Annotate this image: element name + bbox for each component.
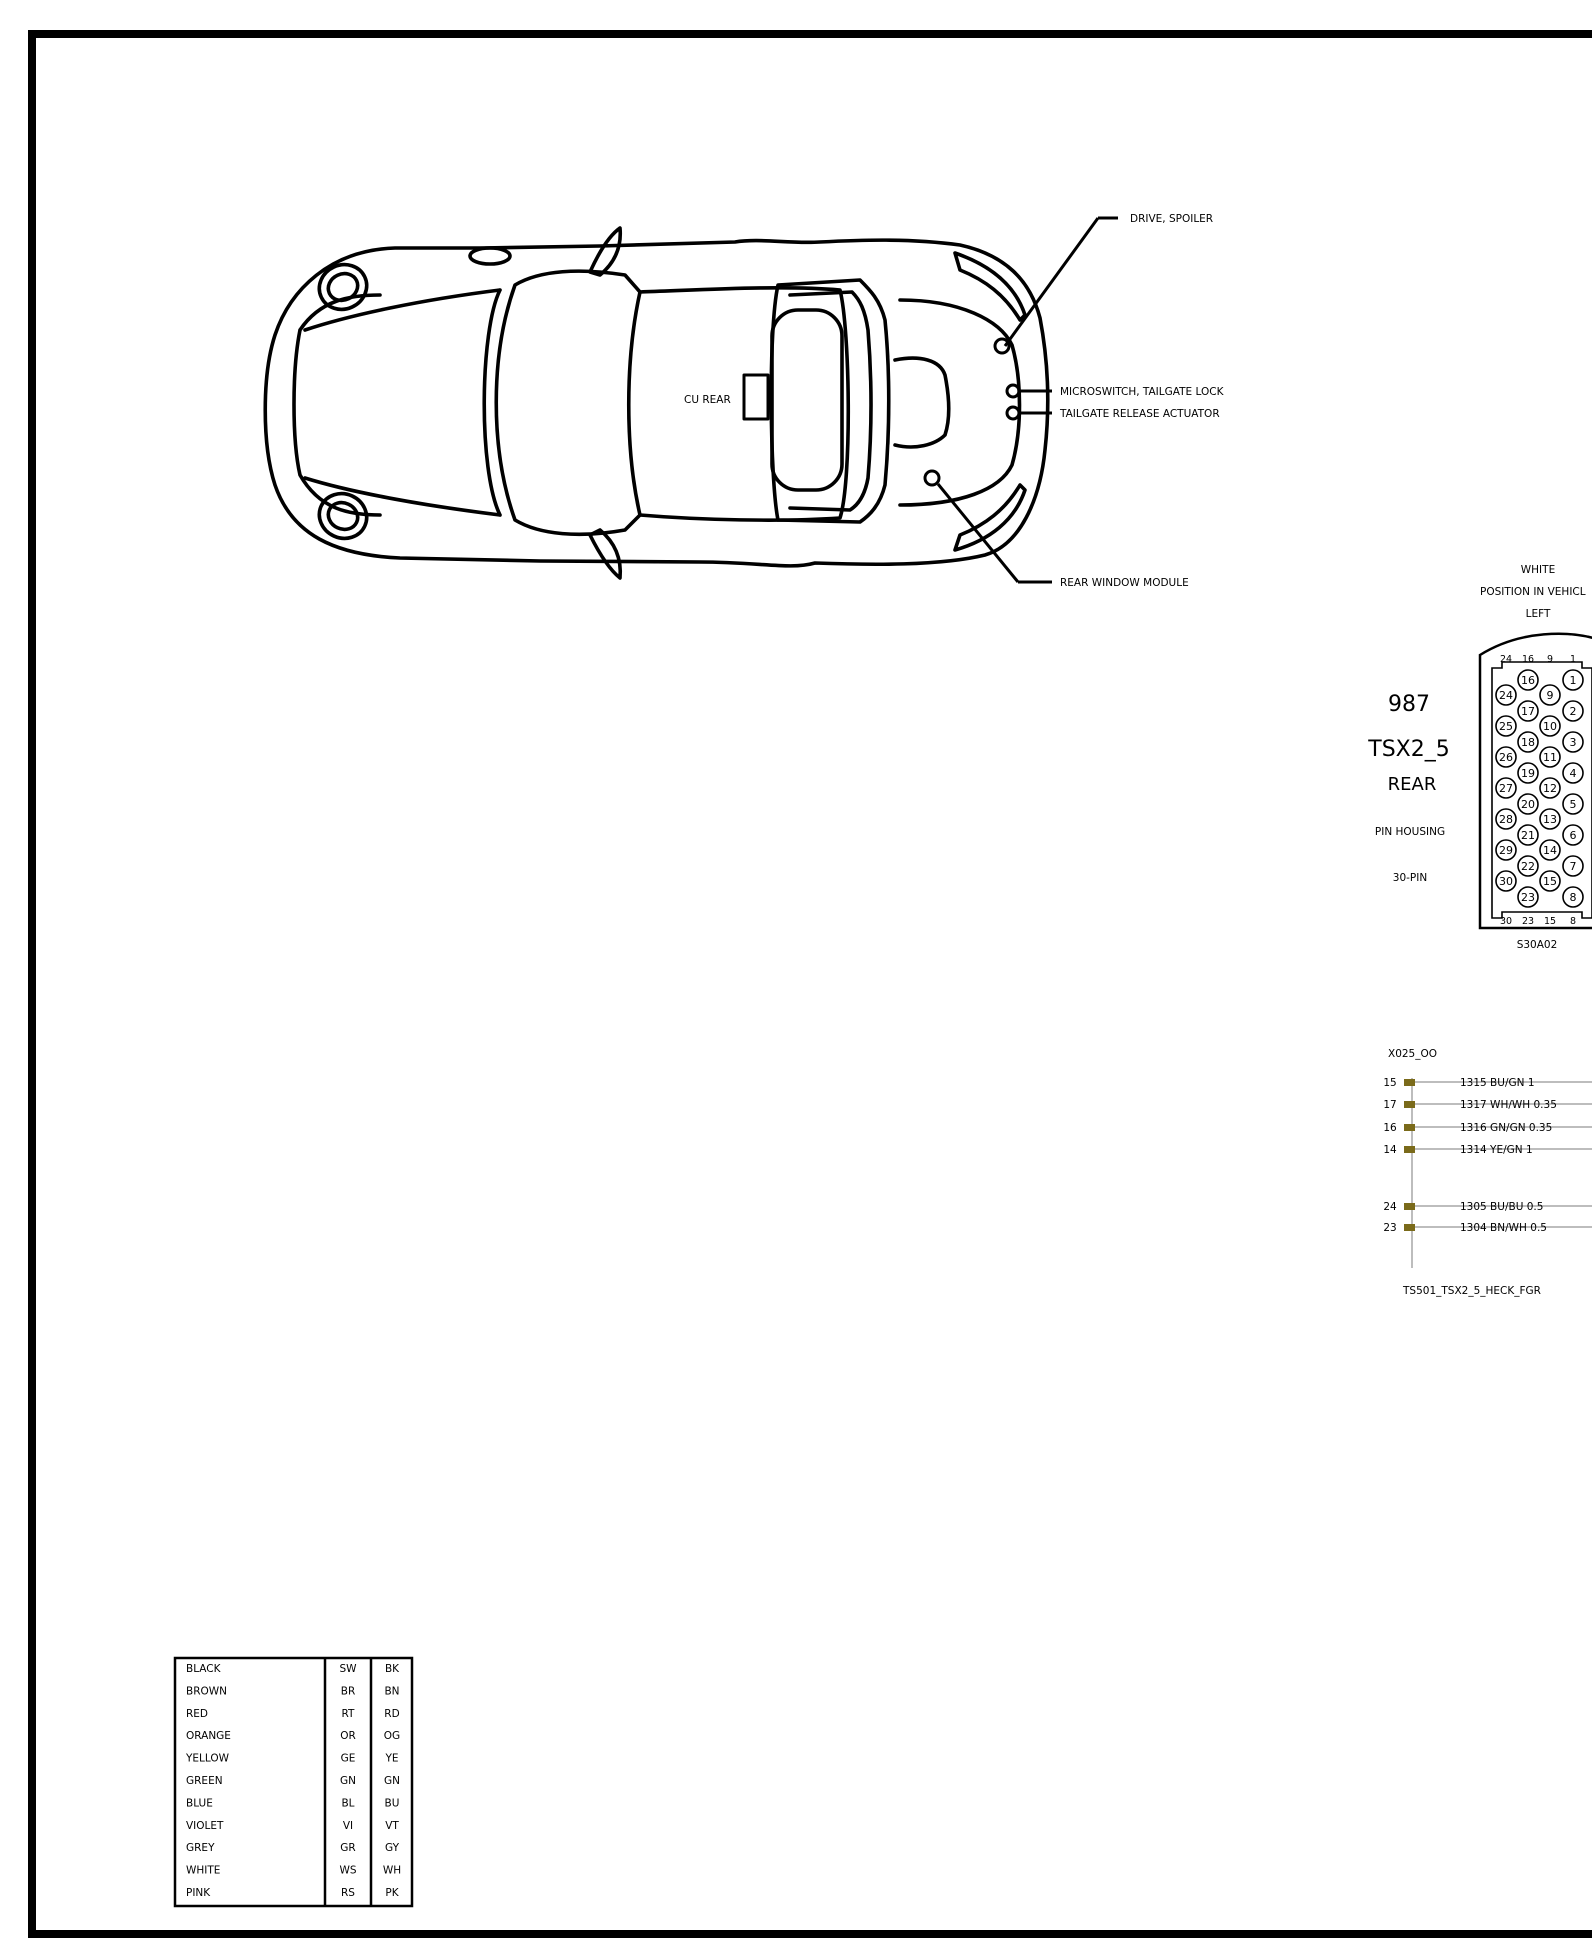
legend-german-code: GR [340,1842,356,1855]
mirror-left [590,228,620,275]
connector-pin-number: 2 [1569,705,1577,718]
wire-pin-terminal [1404,1224,1415,1231]
legend-rows [185,1663,401,1899]
connector-color: WHITE [1520,564,1556,576]
connector-pin-number: 14 [1543,844,1557,857]
connector-pin-number: 10 [1543,720,1557,733]
wire-pin-number: 15 [1383,1077,1397,1089]
legend-english-code: GY [384,1842,400,1855]
cu-rear-box [744,375,768,419]
legend-german-code: GE [340,1752,356,1765]
legend-color-name: BLUE [186,1797,213,1810]
wire-label: 1317 WH/WH 0.35 [1460,1099,1557,1111]
legend-english-code: OG [383,1730,401,1743]
connector-name: TSX2_5 [1368,737,1450,762]
connector-pin-number: 4 [1569,767,1577,780]
connector-pin-number: 11 [1543,751,1557,764]
label-cu-rear: CU REAR [684,394,731,406]
connector-pin-number: 3 [1569,736,1577,749]
pin-grid [1496,670,1583,907]
label-tailgate-actuator: TAILGATE RELEASE ACTUATOR [1060,408,1220,420]
rear-deck-inner [790,292,871,510]
connector-model: 987 [1388,692,1430,717]
legend-german-code: SW [339,1663,357,1675]
rear-window [772,310,842,490]
marker-drive-spoiler [995,339,1009,353]
headlight-left-inner [324,269,362,305]
label-rear-window-module: REAR WINDOW MODULE [1060,577,1189,589]
legend-english-code: PK [385,1887,399,1899]
connector-pin-number: 25 [1499,720,1513,733]
car-hood [305,290,500,515]
housing-bottom-number: 23 [1521,916,1535,927]
connector-pin-number: 13 [1543,813,1557,826]
mirror-right [590,530,620,578]
connector-pin-number: 16 [1521,674,1535,687]
wire-pin-number: 14 [1383,1144,1397,1156]
housing-bottom-number: 15 [1543,916,1557,927]
connector-pin-number: 26 [1499,751,1513,764]
connector-pin-number: 8 [1569,891,1577,904]
wire-pin-terminal [1404,1146,1415,1153]
wire-pin-terminal [1404,1101,1415,1108]
connector-housing [1480,634,1592,928]
harness [1383,1048,1592,1297]
label-drive-spoiler: DRIVE, SPOILER [1130,213,1214,225]
connector-pin-number: 1 [1569,674,1577,687]
legend-german-code: GN [340,1775,356,1787]
housing-top-number: 1 [1569,654,1577,665]
housing-top-number: 16 [1521,654,1535,665]
legend-color-name: GREY [186,1842,215,1855]
legend-german-code: OR [340,1730,356,1743]
wire-label: 1304 BN/WH 0.5 [1460,1222,1547,1234]
legend-german-code: VI [342,1819,354,1832]
legend-color-name: VIOLET [186,1819,224,1832]
connector-pin-number: 18 [1521,736,1535,749]
legend-color-name: YELLOW [186,1752,230,1765]
leader-rear-window-module [938,484,1018,582]
harness-connector-id: X025_OO [1388,1048,1438,1060]
engine-lid [900,300,1020,505]
connector-pin-number: 12 [1543,782,1557,795]
legend-english-code: VT [385,1819,399,1832]
connector-pin-number: 30 [1499,875,1513,888]
leader-drive-spoiler [1005,218,1098,346]
connector-pin-number: 23 [1521,891,1535,904]
windshield [496,271,640,534]
housing-bottom-number: 8 [1569,916,1577,927]
connector-pin-number: 15 [1543,875,1557,888]
legend-color-name: BLACK [186,1663,221,1675]
connector-pin-number: 7 [1569,860,1577,873]
wire-label: 1316 GN/GN 0.35 [1460,1122,1553,1134]
legend-english-code: BU [384,1797,400,1810]
car-top-view [265,228,1047,578]
connector-location: REAR [1387,774,1437,795]
legend-color-name: RED [186,1707,209,1720]
connector-pin-number: 20 [1521,798,1535,811]
legend-german-code: WS [339,1864,357,1877]
wire-pin-number: 24 [1383,1201,1397,1213]
legend-color-name: GREEN [186,1775,223,1787]
connector-pin-number: 17 [1521,705,1535,718]
wire-pin-number: 23 [1383,1222,1397,1234]
harness-splice-id: TS501_TSX2_5_HECK_FGR [1403,1285,1541,1297]
legend-german-code: BR [340,1685,356,1698]
connector-pin-number: 21 [1521,829,1535,842]
wire-label: 1305 BU/BU 0.5 [1460,1201,1544,1213]
legend-english-code: RD [384,1707,400,1720]
wire-pin-terminal [1404,1124,1415,1131]
connector-housing: PIN HOUSING [1374,826,1446,838]
connector-pin-number: 27 [1499,782,1513,795]
connector-pin-number: 24 [1499,689,1513,702]
connector-pin-number: 9 [1546,689,1554,702]
connector-pin-number: 29 [1499,844,1513,857]
legend-german-code: BL [341,1797,355,1810]
connector-pin-number: 6 [1569,829,1577,842]
legend-english-code: WH [382,1864,402,1877]
wire-pin-terminal [1404,1079,1415,1086]
engine-vent [895,358,949,447]
wire-label: 1314 YE/GN 1 [1460,1144,1533,1156]
marker-rear-window-module [925,471,939,485]
housing-bottom-number: 30 [1499,916,1513,927]
legend-color-name: BROWN [186,1685,228,1698]
wire-pin-terminal [1404,1203,1415,1210]
connector-part: S30A02 [1516,939,1558,951]
legend-german-code: RT [341,1707,355,1720]
connector-pin-number: 28 [1499,813,1513,826]
side-marker [470,248,510,264]
connector-side: LEFT [1525,608,1551,620]
legend-color-name: ORANGE [186,1730,231,1743]
legend-english-code: BN [384,1685,400,1698]
connector-pin-count: 30-PIN [1392,872,1428,884]
label-microswitch: MICROSWITCH, TAILGATE LOCK [1060,386,1224,398]
housing-top-number: 9 [1546,654,1554,665]
legend-english-code: BK [384,1663,400,1675]
wire-rows [1383,1077,1592,1234]
legend-english-code: YE [385,1752,399,1765]
connector-pin-number: 19 [1521,767,1535,780]
housing-top-number: 24 [1499,654,1513,665]
wire-pin-number: 16 [1383,1122,1397,1134]
sheet-border [32,34,1592,1934]
marker-tailgate-actuator [1007,407,1019,419]
legend-color-name: PINK [186,1887,211,1899]
wire-pin-number: 17 [1383,1099,1397,1111]
color-legend [175,1658,412,1906]
connector-pin-number: 5 [1569,798,1577,811]
connector-position-label: POSITION IN VEHICL [1480,586,1586,598]
connector-pin-number: 22 [1521,860,1535,873]
legend-german-code: RS [341,1887,355,1899]
legend-english-code: GN [384,1775,400,1787]
legend-color-name: WHITE [186,1864,221,1877]
marker-microswitch [1007,385,1019,397]
wire-label: 1315 BU/GN 1 [1460,1077,1535,1089]
